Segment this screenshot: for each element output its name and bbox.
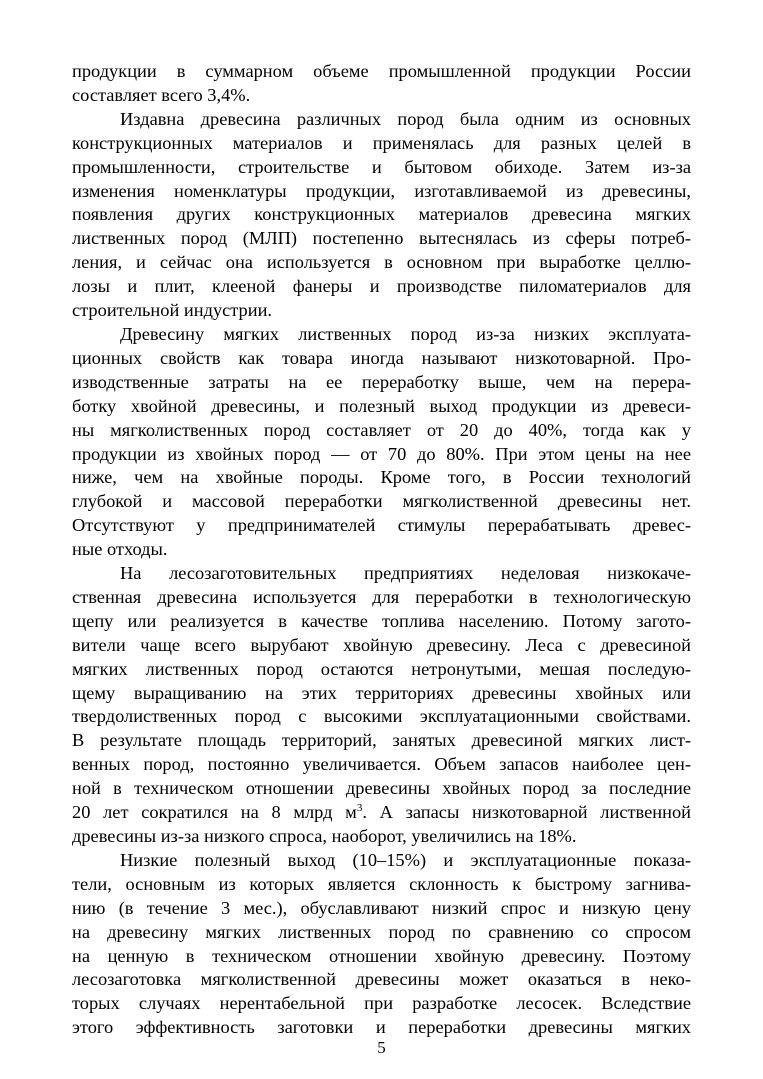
- text-line: Отсутствуют у предпринимателей стимулы перерабатывать древес-: [72, 515, 691, 536]
- text-line: ниже, чем на хвойные породы. Кроме того, в России технологий: [72, 467, 691, 488]
- text-line: продукции в суммарном объеме промышленной продукции России: [72, 61, 691, 81]
- text-line: тели, основным из которых является склонность к быстрому загнива-: [72, 873, 691, 894]
- text-line: строительной индустрии.: [72, 300, 273, 321]
- text-line: изводственные затраты на ее переработку выше, чем на перера-: [72, 371, 691, 392]
- text-line: Издавна древесина различных пород была одним из основных: [120, 108, 691, 129]
- text-line: Древесину мягких лиственных пород из-за низких эксплуата-: [120, 323, 691, 344]
- text-line: лесозаготовка мягколиственной древесины может оказаться в неко-: [72, 969, 691, 990]
- text-line: ные отходы.: [72, 539, 168, 560]
- text-line: вители чаще всего вырубают хвойную древесину. Леса с древесиной: [72, 634, 691, 655]
- text-line: на ценную в техническом отношении хвойную древесину. Поэтому: [72, 945, 691, 966]
- text-line: твердолиственных пород с высокими эксплуатационными свойствами.: [72, 706, 691, 727]
- document-page: [72, 60, 691, 1040]
- text-line: появления других конструкционных материалов древесина мягких: [72, 204, 691, 225]
- text-line: торых случаях нерентабельной при разработке лесосек. Вследствие: [72, 993, 691, 1014]
- text-line: продукции из хвойных пород — от 70 до 80%. При этом цены на нее: [72, 443, 691, 464]
- text-line: На лесозаготовительных предприятиях неделовая низкокаче-: [120, 563, 691, 584]
- paragraph: [72, 323, 691, 562]
- text-line: на древесину мягких лиственных пород по сравнению со спросом: [72, 921, 691, 942]
- text-line: древесины из-за низкого спроса, наоборот, увеличились на 18%.: [72, 826, 577, 846]
- page-number: 5: [377, 1038, 386, 1057]
- paragraph: [72, 849, 691, 1040]
- text-line: ционных свойств как товара иногда называют низкотоварной. Про-: [72, 347, 691, 368]
- text-line: щему выращиванию на этих территориях древесины хвойных или: [72, 682, 691, 703]
- text-line: изменения номенклатуры продукции, изготавливаемой из древесины,: [72, 180, 691, 201]
- text-line: лозы и плит, клееной фанеры и производстве пиломатериалов для: [72, 276, 691, 297]
- text-line: этого эффективность заготовки и переработки древесины мягких: [72, 1017, 691, 1038]
- paragraph: [72, 562, 691, 849]
- text-line: ной в техническом отношении древесины хвойных пород за последние: [72, 778, 691, 799]
- text-line: мягких лиственных пород остаются нетронутыми, мешая последую-: [72, 658, 691, 679]
- text-line: ботку хвойной древесины, и полезный выход продукции из древеси-: [72, 395, 691, 416]
- text-line: В результате площадь территорий, занятых древесиной мягких лист-: [72, 730, 691, 751]
- paragraph: [72, 108, 691, 323]
- text-line: щепу или реализуется в качестве топлива населению. Потому загото-: [72, 610, 691, 631]
- text-line: 20 лет сократился на 8 млрд $м^3$. А запасы низкотоварной лиственной: [72, 802, 691, 823]
- text-line: составляет всего 3,4%.: [72, 84, 251, 105]
- text-line: ственная древесина используется для переработки в технологическую: [72, 586, 691, 607]
- text-line: лиственных пород (МЛП) постепенно вытеснялась из сферы потреб-: [72, 228, 691, 249]
- text-line: конструкционных материалов и применялась для разных целей в: [72, 132, 691, 153]
- text-line: нию (в течение 3 мес.), обуславливают низкий спрос и низкую цену: [72, 897, 691, 918]
- text-line: Низкие полезный выход (10–15%) и эксплуатационные показа-: [120, 849, 691, 870]
- text-line: глубокой и массовой переработки мягколиственной древесины нет.: [72, 491, 691, 512]
- text-line: ления, и сейчас она используется в основном при выработке целлю-: [72, 252, 691, 273]
- paragraph: [72, 60, 691, 108]
- text-line: венных пород, постоянно увеличивается. Объем запасов наиболее цен-: [72, 754, 691, 775]
- text-line: ны мягколиственных пород составляет от 20 до 40%, тогда как у: [72, 419, 691, 440]
- text-line: промышленности, строительстве и бытовом обиходе. Затем из-за: [72, 156, 691, 177]
